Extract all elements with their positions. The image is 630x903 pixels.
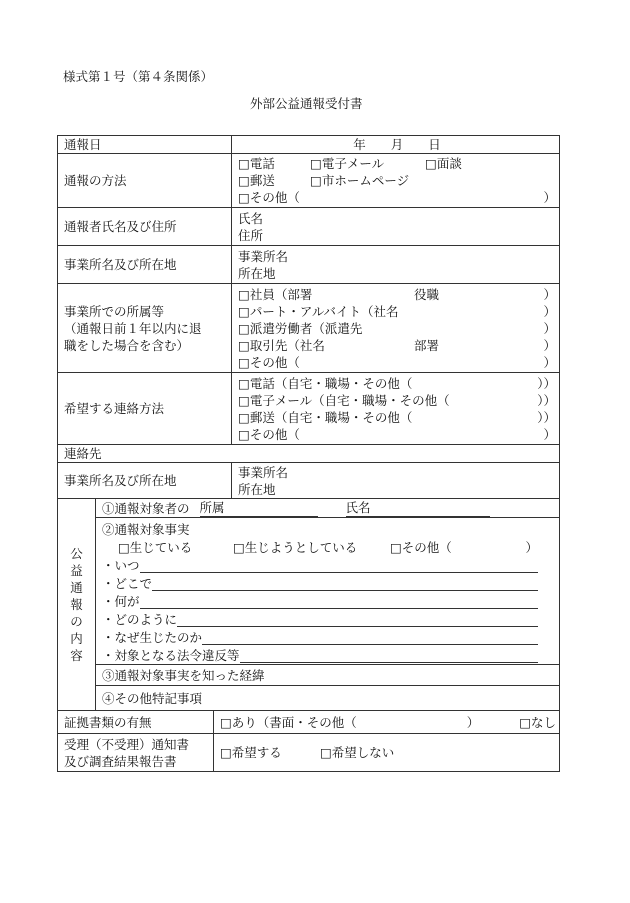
affiliation-partner-department: 部署 (414, 337, 440, 353)
side-label-char: 報 (70, 597, 83, 612)
background-label[interactable]: ③通報対象事実を知った経緯 (96, 665, 560, 686)
form-title: 外部公益通報受付書 (250, 96, 363, 111)
facts-where-label: ・どこで (102, 575, 153, 591)
side-label-char: の (70, 614, 83, 629)
affiliation-options (232, 284, 560, 373)
notice-not-want-checkbox[interactable]: □希望しない (320, 745, 395, 760)
facts-occurring-checkbox[interactable]: □生じている (118, 539, 193, 555)
affiliation-other-checkbox[interactable]: □その他（ (238, 354, 300, 370)
facts-when-label: ・いつ (102, 557, 140, 573)
notice-options (214, 734, 560, 772)
office-name-label: 事業所名 (238, 248, 289, 264)
content-side-label (58, 499, 96, 711)
method-other-close: ） (543, 190, 557, 205)
method-other-checkbox[interactable]: □その他（ (238, 190, 300, 205)
affiliation-parttime[interactable] (238, 303, 556, 320)
report-form-table (57, 135, 560, 772)
form-number: 様式第１号（第４条関係） (63, 69, 214, 84)
method-phone-checkbox[interactable]: □電話 (238, 156, 275, 171)
contact-close: ）） (537, 392, 557, 408)
facts-what-label: ・何が (102, 593, 140, 609)
contact-office-name-label: 事業所名 (238, 464, 289, 480)
facts-how[interactable] (102, 610, 556, 628)
affiliation-close: ） (543, 354, 557, 370)
row-affiliation (58, 284, 560, 373)
row-evidence (58, 711, 560, 734)
affiliation-label-line: 職をした場合を含む） (64, 337, 190, 353)
method-meeting-checkbox[interactable]: □面談 (425, 156, 462, 171)
side-label-char: 通 (70, 580, 83, 595)
target-affiliation-field[interactable]: 所属 (200, 499, 318, 517)
office-fields[interactable] (232, 246, 560, 284)
facts-where[interactable] (102, 574, 556, 592)
row-report-date (58, 136, 560, 154)
affiliation-employee-position: 役職 (414, 286, 440, 302)
facts-other-close: ） (525, 539, 539, 555)
facts-what[interactable] (102, 592, 556, 610)
affiliation-close: ） (543, 303, 557, 319)
evidence-no-checkbox[interactable]: □なし (519, 714, 557, 730)
reporter-name-label: 氏名 (238, 210, 264, 226)
facts-why[interactable] (102, 628, 556, 646)
facts-law[interactable] (102, 646, 556, 664)
affiliation-partner-checkbox[interactable]: □取引先（社名 (238, 337, 325, 353)
facts-why-label: ・なぜ生じたのか (102, 629, 203, 645)
contact-other-checkbox[interactable]: □その他（ (238, 426, 300, 442)
facts-heading: ②通報対象事実 (102, 521, 190, 537)
method-website-checkbox[interactable]: □市ホームページ (310, 173, 410, 188)
facts-when[interactable] (102, 556, 556, 574)
affiliation-label (58, 284, 232, 373)
row-contact-office (58, 463, 560, 499)
method-email-checkbox[interactable]: □電子メール (310, 156, 385, 171)
target-name-field[interactable]: 氏名 (346, 499, 490, 517)
facts-other-checkbox[interactable]: □その他（ (390, 539, 452, 555)
row-office (58, 246, 560, 284)
evidence-close: ） (466, 714, 480, 730)
office-address-label: 所在地 (238, 265, 276, 281)
facts-section (96, 518, 560, 665)
contact-method-options (232, 373, 560, 445)
contact-phone-checkbox[interactable]: □電話（自宅・職場・その他（ (238, 375, 413, 391)
row-content-other (58, 686, 560, 711)
office-label: 事業所名及び所在地 (58, 246, 232, 284)
reporter-fields[interactable] (232, 208, 560, 246)
contact-email-checkbox[interactable]: □電子メール（自宅・職場・その他（ (238, 392, 450, 408)
target-person (96, 499, 560, 518)
affiliation-employee[interactable] (238, 286, 556, 303)
facts-about-to-occur-checkbox[interactable]: □生じようとしている (233, 539, 358, 555)
method-label: 通報の方法 (58, 154, 232, 208)
row-reporter (58, 208, 560, 246)
evidence-label: 証拠書類の有無 (58, 711, 214, 734)
contact-mail-checkbox[interactable]: □郵送（自宅・職場・その他（ (238, 409, 413, 425)
row-content-target (58, 499, 560, 518)
side-label-char: 容 (70, 648, 83, 663)
method-mail-checkbox[interactable]: □郵送 (238, 173, 275, 188)
row-report-method (58, 154, 560, 208)
reporter-address-label: 住所 (238, 227, 264, 243)
side-label-char: 内 (70, 631, 83, 646)
affiliation-close: ） (543, 286, 557, 302)
affiliation-close: ） (543, 337, 557, 353)
notice-label-line: 及び調査結果報告書 (64, 753, 177, 769)
contact-office-address-label: 所在地 (238, 481, 276, 497)
notice-label (58, 734, 214, 772)
affiliation-other[interactable] (238, 354, 556, 371)
affiliation-dispatch-checkbox[interactable]: □派遣労働者（派遣先 (238, 320, 363, 336)
affiliation-parttime-checkbox[interactable]: □パート・アルバイト（社名 (238, 303, 399, 319)
side-label-char: 益 (70, 563, 83, 578)
contact-close: ） (543, 426, 557, 442)
facts-how-label: ・どのように (102, 611, 178, 627)
contact-close: ）） (537, 375, 557, 391)
affiliation-label-line: （通報日前１年以内に退 (64, 320, 202, 336)
affiliation-label-line: 事業所での所属等 (64, 303, 165, 319)
other-notes-label[interactable]: ④その他特記事項 (96, 686, 560, 711)
method-options (232, 154, 560, 208)
row-content-background (58, 665, 560, 686)
row-content-facts (58, 518, 560, 665)
evidence-yes-checkbox[interactable]: □あり（書面・その他（ (220, 714, 357, 730)
affiliation-employee-checkbox[interactable]: □社員（部署 (238, 286, 313, 302)
facts-status (102, 538, 556, 556)
contact-office-fields[interactable] (232, 463, 560, 499)
report-date-label: 通報日 (58, 136, 232, 154)
contact-close: ）） (537, 409, 557, 425)
report-date-value[interactable]: 年 月 日 (232, 136, 560, 154)
contact-header-label: 連絡先 (58, 445, 560, 463)
row-notice (58, 734, 560, 772)
facts-law-label: ・対象となる法令違反等 (102, 647, 240, 663)
side-label-char: 公 (70, 546, 83, 561)
row-contact-method (58, 373, 560, 445)
evidence-options (214, 711, 560, 734)
target-person-prefix: ①通報対象者の (102, 500, 190, 516)
affiliation-close: ） (543, 320, 557, 336)
notice-want-checkbox[interactable]: □希望する (220, 745, 282, 760)
reporter-label: 通報者氏名及び住所 (58, 208, 232, 246)
affiliation-business-partner[interactable] (238, 337, 556, 354)
affiliation-dispatch[interactable] (238, 320, 556, 337)
notice-label-line: 受理（不受理）通知書 (64, 736, 190, 752)
row-contact-header (58, 445, 560, 463)
contact-office-label: 事業所名及び所在地 (58, 463, 232, 499)
contact-method-label: 希望する連絡方法 (58, 373, 232, 445)
